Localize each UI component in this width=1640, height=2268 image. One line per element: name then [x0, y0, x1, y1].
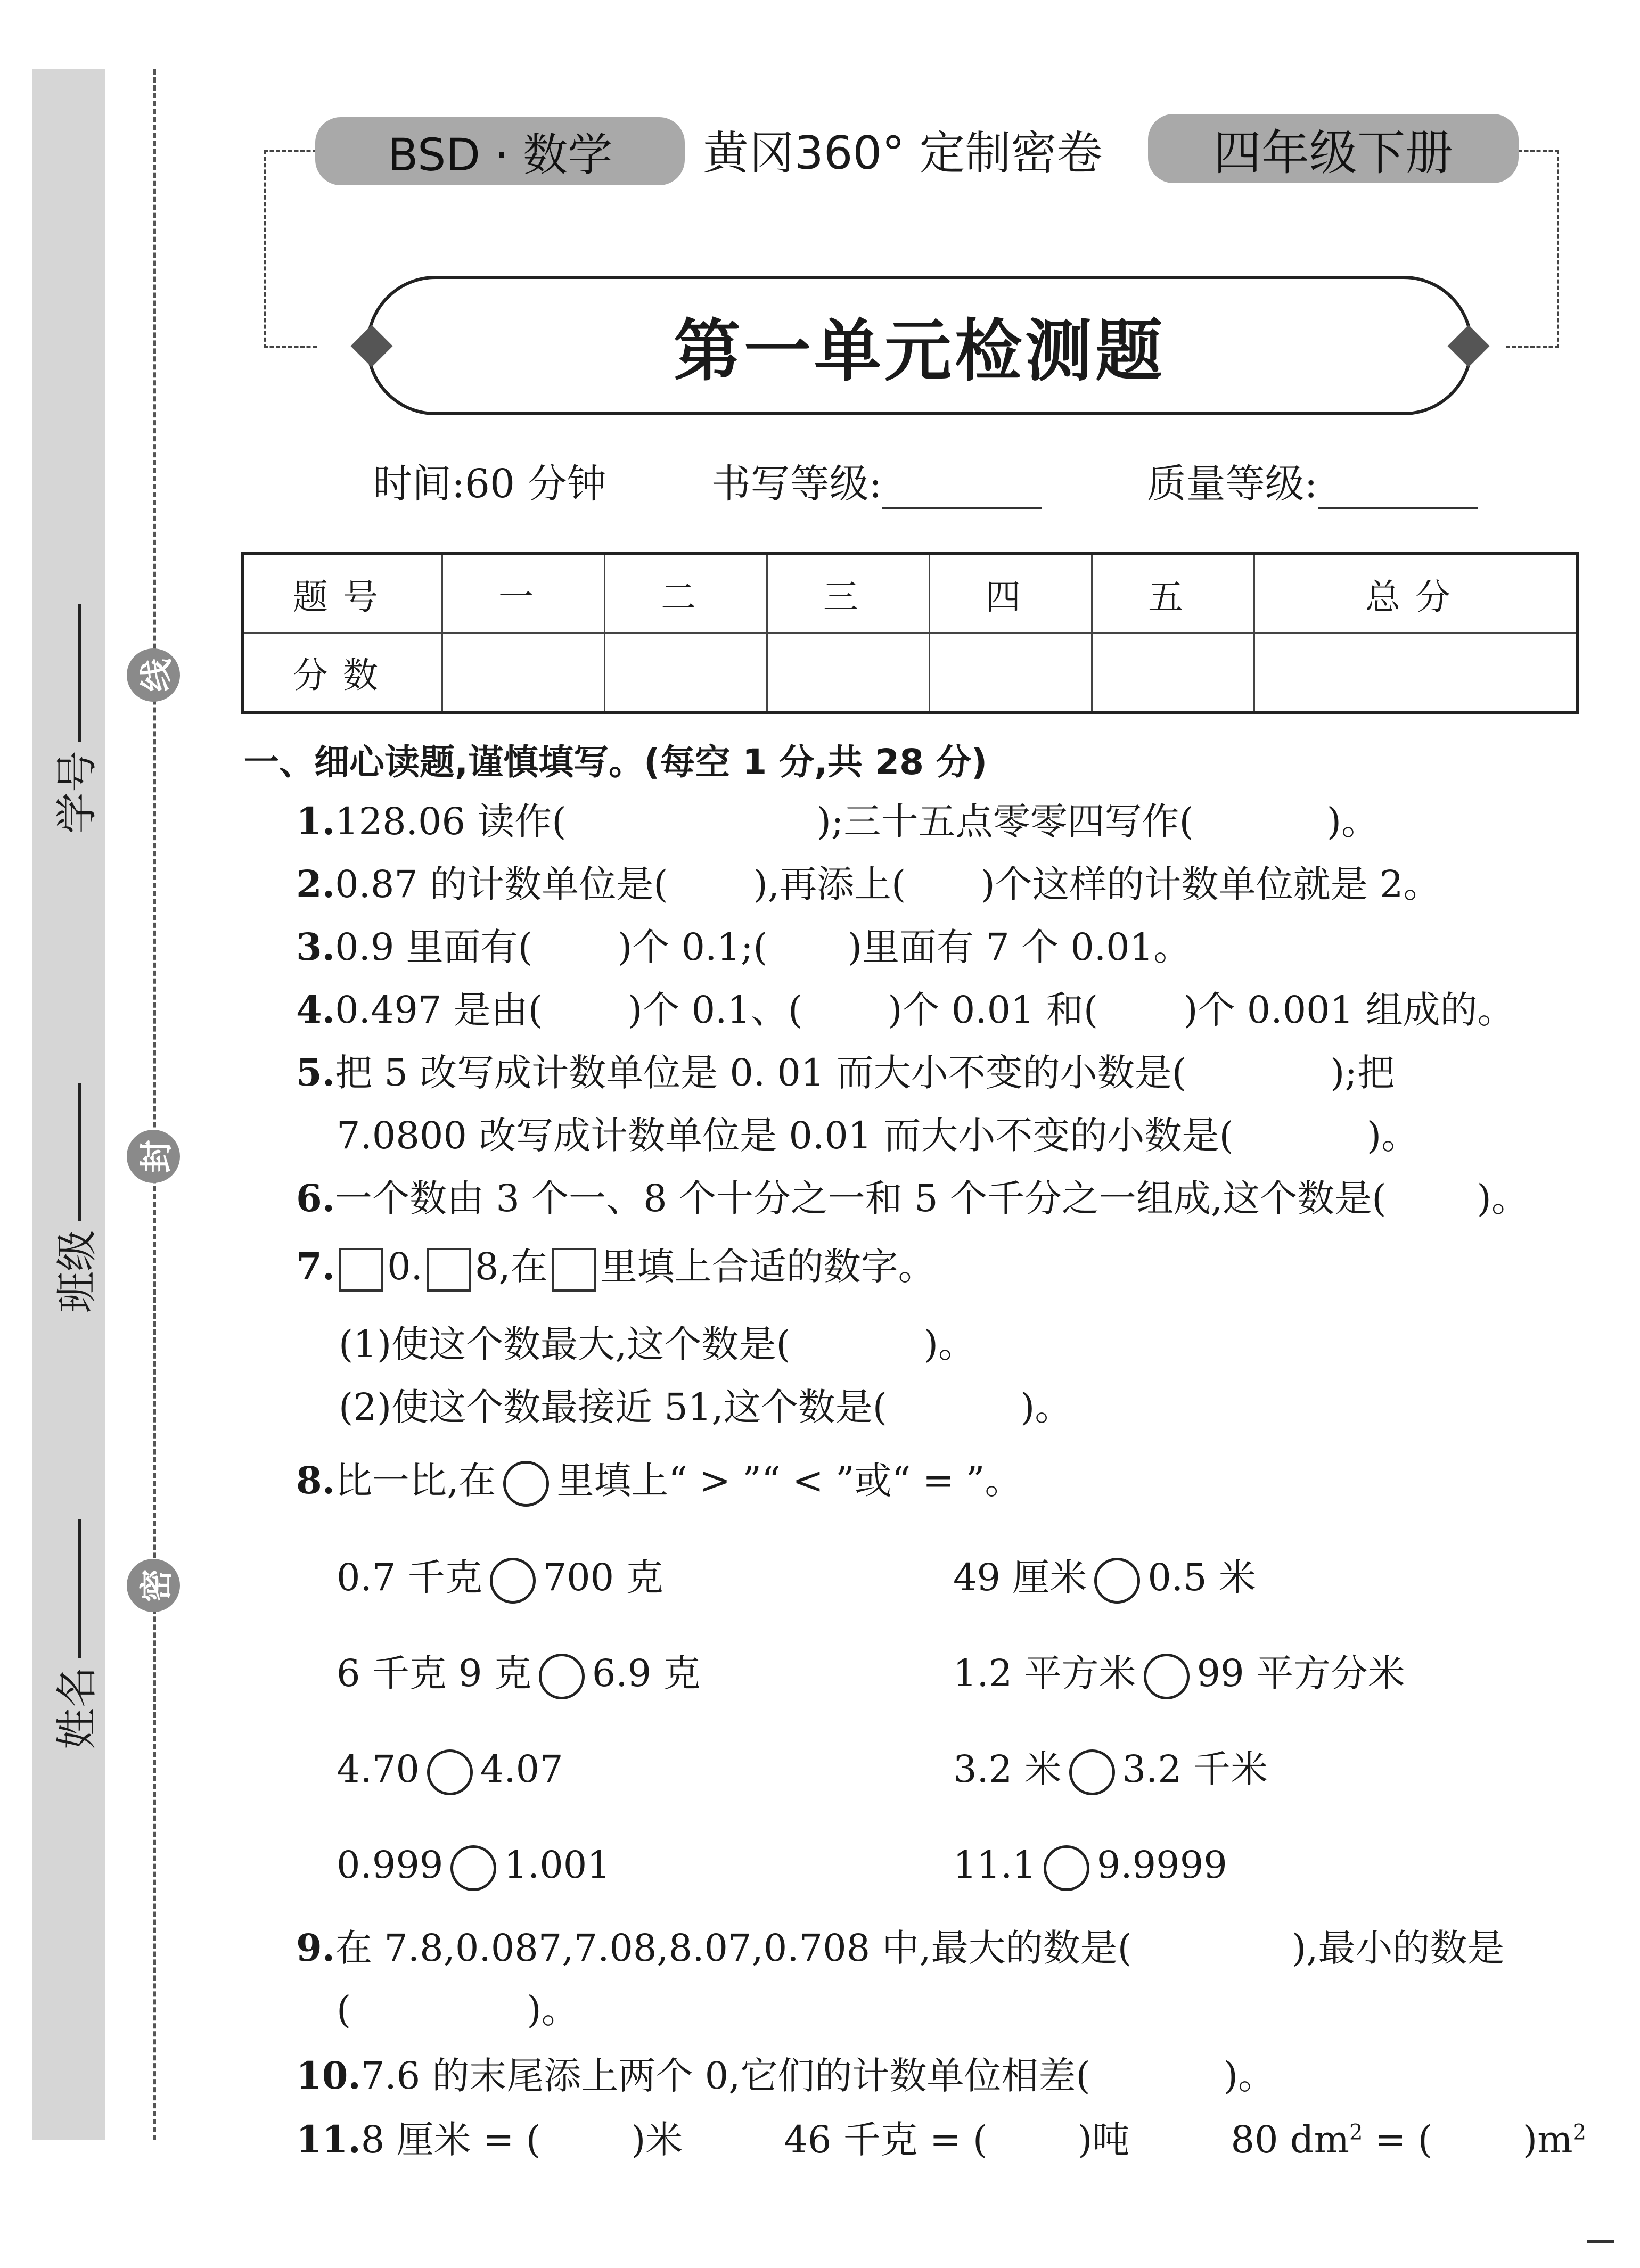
score-header-cell: 四	[930, 554, 1092, 634]
cut-line	[153, 69, 156, 2140]
page-title: 第一单元检测题	[674, 311, 1166, 390]
score-header-cell: 三	[767, 554, 930, 634]
score-header-cell: 五	[1092, 554, 1254, 634]
question-10: 10.7.6 的末尾添上两个 0,它们的计数单位相差( )。	[296, 2053, 1276, 2098]
compare-circle[interactable]	[1144, 1654, 1190, 1699]
student-no-label: 学号	[44, 610, 103, 834]
compare-left-1: 0.7 千克 700 克	[337, 1558, 663, 1604]
exam-info	[373, 453, 1478, 509]
section-1-title: 一、细心读题,谨慎填写。(每空 1 分,共 28 分)	[244, 742, 988, 783]
score-cell[interactable]	[767, 633, 930, 713]
question-5: 5.把 5 改写成计数单位是 0. 01 而大小不变的小数是( );把	[296, 1050, 1395, 1095]
score-cell[interactable]	[605, 633, 767, 713]
compare-circle-example	[503, 1461, 549, 1507]
digit-box[interactable]	[339, 1248, 383, 1292]
header-frame-left	[264, 150, 317, 348]
score-row-label: 分数	[243, 633, 442, 713]
page-marker	[1587, 2240, 1614, 2243]
compare-right-3: 3.2 米 3.2 千米	[953, 1749, 1268, 1795]
brand-title: 黄冈360° 定制密卷	[703, 127, 1103, 180]
score-header-cell: 一	[442, 554, 605, 634]
question-7: 7. 0. 8,在 里填上合适的数字。	[296, 1248, 936, 1292]
name-label: 姓名	[44, 1526, 103, 1749]
score-header-cell: 总分	[1254, 554, 1578, 634]
score-value-row	[243, 633, 1578, 713]
score-table	[241, 552, 1579, 714]
compare-left-2: 6 千克 9 克 6.9 克	[337, 1654, 700, 1699]
compare-right-1: 49 厘米 0.5 米	[953, 1558, 1256, 1604]
digit-box[interactable]	[427, 1248, 471, 1292]
score-header-cell: 二	[605, 554, 767, 634]
quality-grade-field[interactable]	[1318, 470, 1478, 509]
subject-badge: BSD · 数学	[315, 117, 685, 185]
score-cell[interactable]	[442, 633, 605, 713]
seal-seal: 封	[127, 1130, 180, 1183]
question-5-line2: 7.0800 改写成计数单位是 0.01 而大小不变的小数是( )。	[337, 1114, 1419, 1157]
question-6: 6.一个数由 3 个一、8 个十分之一和 5 个千分之一组成,这个数是( )。	[296, 1176, 1529, 1220]
compare-left-3: 4.70 4.07	[337, 1749, 563, 1795]
class-label: 班级	[44, 1089, 103, 1313]
header-frame-right	[1506, 150, 1559, 348]
digit-box-example	[552, 1248, 596, 1292]
question-2: 2.0.87 的计数单位是( ),再添上( )个这样的计数单位就是 2。	[296, 862, 1441, 906]
seal-secret: 密	[127, 1559, 180, 1612]
question-7-sub1: (1)使这个数最大,这个数是( )。	[339, 1322, 976, 1366]
score-header-row	[243, 554, 1578, 634]
grade-badge: 四年级下册	[1148, 114, 1519, 183]
writing-grade-field[interactable]	[882, 470, 1042, 509]
question-1: 1.128.06 读作( );三十五点零零四写作( )。	[296, 799, 1379, 843]
compare-right-4: 11.1 9.9999	[953, 1845, 1227, 1891]
question-9: 9.在 7.8,0.087,7.08,8.07,0.708 中,最大的数是( ),最小的数是	[296, 1926, 1505, 1970]
compare-circle[interactable]	[490, 1558, 536, 1604]
compare-left-4: 0.999 1.001	[337, 1845, 611, 1891]
compare-circle[interactable]	[1069, 1749, 1115, 1795]
compare-circle[interactable]	[450, 1845, 496, 1891]
question-7-sub2: (2)使这个数最接近 51,这个数是( )。	[339, 1385, 1072, 1429]
title-banner	[366, 276, 1473, 415]
compare-circle[interactable]	[1044, 1845, 1089, 1891]
compare-circle[interactable]	[539, 1654, 585, 1699]
score-cell[interactable]	[1254, 633, 1578, 713]
question-9-line2: ( )。	[337, 1988, 579, 2032]
compare-circle[interactable]	[1094, 1558, 1140, 1604]
compare-right-2: 1.2 平方米 99 平方分米	[953, 1654, 1405, 1699]
compare-circle[interactable]	[427, 1749, 473, 1795]
score-cell[interactable]	[930, 633, 1092, 713]
question-11: 11.8 厘米 = ( )米 46 千克 = ( )吨 80 $dm^2$ = ( )$m^2$	[296, 2117, 1587, 2162]
time-limit: 时间:60 分钟	[373, 461, 606, 507]
question-8: 8.比一比,在 里填上“ > ”“ < ”或“ = ”。	[296, 1461, 1022, 1507]
quality-grade-label: 质量等级:	[1146, 461, 1318, 507]
score-header-cell: 题号	[243, 554, 442, 634]
score-cell[interactable]	[1092, 633, 1254, 713]
question-3: 3.0.9 里面有( )个 0.1;( )里面有 7 个 0.01。	[296, 925, 1191, 969]
seal-line: 线	[127, 648, 180, 702]
writing-grade-label: 书写等级:	[711, 461, 882, 507]
question-4: 4.0.497 是由( )个 0.1、( )个 0.01 和( )个 0.001 组成的。	[296, 988, 1515, 1032]
